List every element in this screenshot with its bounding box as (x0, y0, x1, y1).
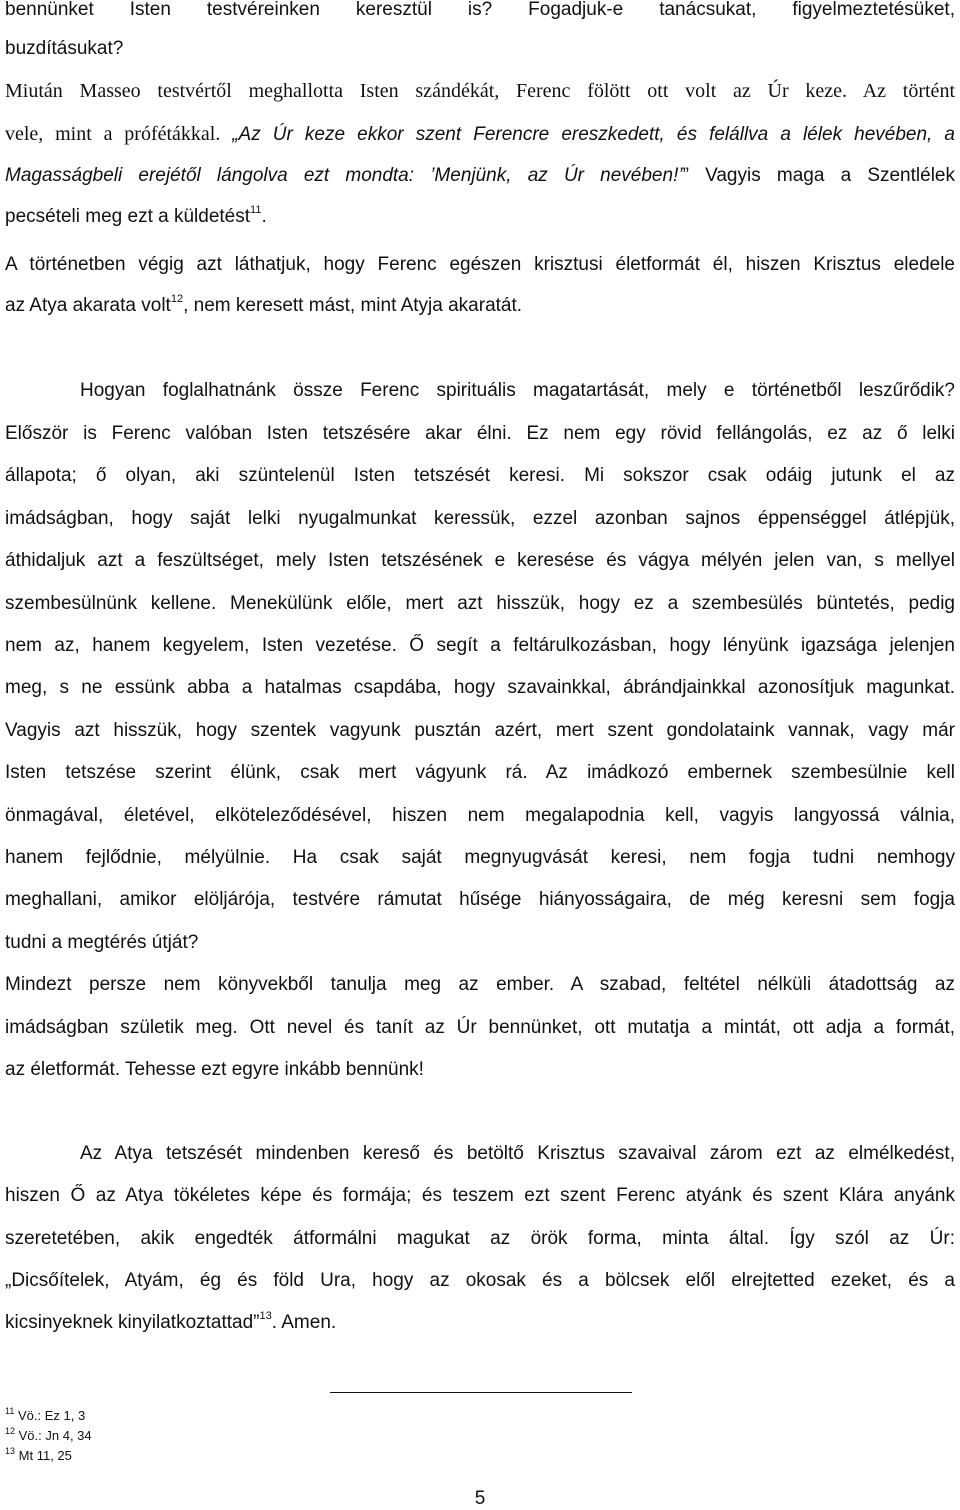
text-line: buzdításukat? (5, 38, 124, 59)
text-line (5, 294, 955, 318)
text-line: A történetben végig azt láthatjuk, hogy Ferenc egészen krisztusi életformát él, hiszen Krisztus eledele (5, 254, 955, 275)
text-line: tudni a megtérés útját? (5, 932, 199, 953)
footnote-text: Mt 11, 25 (18, 1448, 72, 1463)
text-line (5, 122, 955, 147)
text-segment: pecsételi meg ezt a küldetést (5, 206, 251, 227)
text-line (5, 205, 955, 229)
footnote-separator (330, 1392, 632, 1393)
text-segment: . (261, 206, 267, 227)
text-line: meg, s ne essünk abba a hatalmas csapdába, hogy szavainkkal, ábrándjainkkal azonosítjuk magunkat. (5, 677, 955, 698)
text-line: áthidaljuk azt a feszültséget, mely Isten tetszésének e keresése és vágya mélyén jelen van, s mellyel (5, 550, 955, 571)
text-line: imádságban születik meg. Ott nevel és tanít az Úr bennünket, ott mutatja a mintát, ott adja a formát, (5, 1017, 955, 1038)
footnote-number: 11 (5, 1406, 15, 1416)
footnote-ref: 11 (250, 204, 262, 216)
text-line: Isten tetszése szerint élünk, csak mert vágyunk rá. Az imádkozó embernek szembesülnie kell (5, 762, 955, 783)
text-line: önmagával, életével, elköteleződésével, hiszen nem megalapodnia kell, vagyis langyossá válnia, (5, 805, 955, 826)
footnote-text: Vö.: Ez 1, 3 (17, 1408, 86, 1423)
text-line: az életformát. Tehesse ezt egyre inkább bennünk! (5, 1059, 424, 1080)
footnote-text: Vö.: Jn 4, 34 (18, 1428, 92, 1443)
text-line: Hogyan foglalhatnánk össze Ferenc spirituális magatartását, mely e történetből leszűrődik? (80, 380, 955, 401)
text-line: imádságban, hogy saját lelki nyugalmunkat keressük, ezzel azonban sajnos éppenséggel átlépjük, (5, 508, 955, 529)
text-line: Először is Ferenc valóban Isten tetszésére akar élni. Ez nem egy rövid fellángolás, ez az ő lelki (5, 423, 955, 444)
text-segment: . Amen. (271, 1312, 337, 1333)
footnote (5, 1428, 92, 1444)
text-segment: kicsinyeknek kinyilatkoztattad” (5, 1312, 260, 1333)
text-line: meghallani, amikor elöljárója, testvére rámutat hűsége hiányosságaira, de még keresni sem fogja (5, 889, 955, 910)
text-line (5, 1311, 955, 1335)
text-line: szembesülnünk kellene. Menekülünk előle, mert azt hisszük, hogy ez a szembesülés büntetés, pedig (5, 593, 955, 614)
footnote-ref: 12 (170, 293, 184, 305)
text-line: bennünket Isten testvéreinken keresztül is? Fogadjuk-e tanácsukat, figyelmeztetésüket, (5, 0, 955, 20)
text-line: hanem fejlődnie, mélyülnie. Ha csak saját megnyugvását keresi, nem fogja tudni nemhogy (5, 847, 955, 868)
text-line: Vagyis azt hisszük, hogy szentek vagyunk pusztán azért, mert szent gondolataink vannak, vagy már (5, 720, 955, 741)
text-segment: , nem keresett mást, mint Atyja akaratát. (183, 295, 523, 316)
text-line: állapota; ő olyan, aki szüntelenül Isten tetszését keresi. Mi sokszor csak odáig jutunk el az (5, 465, 955, 486)
text-line: nem az, hanem kegyelem, Isten vezetése. Ő segít a feltárulkozásban, hogy lényünk igazsága jelenjen (5, 635, 955, 656)
footnote-number: 12 (5, 1426, 16, 1436)
text-line: Mindezt persze nem könyvekből tanulja meg az ember. A szabad, feltétel nélküli átadottság az (5, 974, 955, 995)
text-segment: ” Vagyis maga a Szentlélek (682, 165, 955, 186)
text-line (5, 164, 955, 188)
text-line: szeretetében, akik engedték átformálni magukat az örök forma, minta által. Így szól az Úr: (5, 1228, 955, 1249)
quote-text: „Az Úr keze ekkor szent Ferencre ereszkedett, és felállva a lélek hevében, a (232, 124, 955, 145)
text-line: „Dicsőítelek, Atyám, ég és föld Ura, hogy az okosak és a bölcsek elől elrejtetted ezeket, és a (5, 1270, 955, 1291)
text-line: Miután Masseo testvértől meghallotta Isten szándékát, Ferenc fölött ott volt az Úr keze. Az történt (5, 80, 955, 102)
page-number: 5 (474, 1488, 486, 1509)
text-line: hiszen Ő az Atya tökéletes képe és formája; és teszem ezt szent Ferenc atyánk és szent Klára anyánk (5, 1185, 955, 1206)
footnote-ref: 13 (259, 1310, 272, 1322)
footnote-number: 13 (5, 1446, 16, 1456)
text-line: Az Atya tetszését mindenben kereső és betöltő Krisztus szavaival zárom ezt az elmélkedést, (80, 1143, 955, 1164)
text-segment: vele, mint a prófétákkal. (5, 123, 233, 145)
text-segment: az Atya akarata volt (5, 295, 171, 316)
footnote (5, 1408, 85, 1424)
footnote (5, 1448, 72, 1464)
quote-text: Magasságbeli erejétől lángolva ezt mondta: ’Menjünk, az Úr nevében!’ (5, 165, 683, 186)
